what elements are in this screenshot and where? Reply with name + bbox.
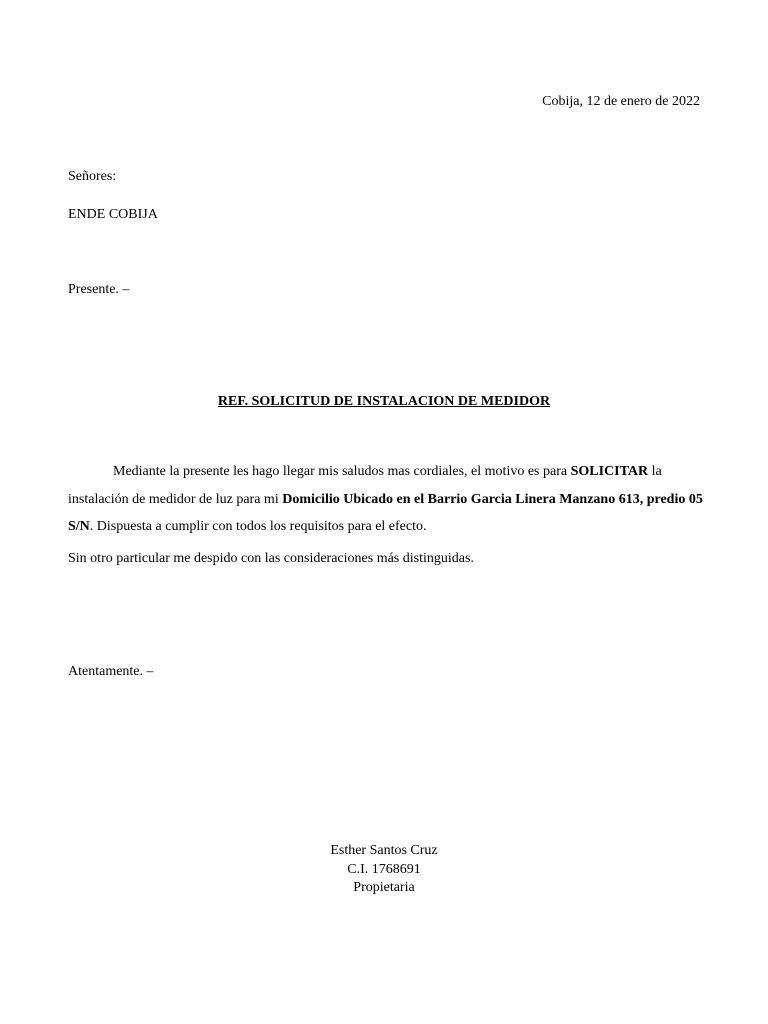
salutation: Señores: xyxy=(68,169,117,184)
body-text-part2: la instalación de medidor de luz para mi xyxy=(68,464,662,507)
signature-block xyxy=(0,842,768,898)
signatory-role: Propietaria xyxy=(353,880,415,895)
addressee: ENDE COBIJA xyxy=(68,207,158,222)
presente-line: Presente. – xyxy=(68,282,130,297)
body-text-part3: . Dispuesta a cumplir con todos los requisitos para el efecto. xyxy=(89,519,427,534)
signatory-ci: C.I. 1768691 xyxy=(347,861,421,877)
atentamente-line: Atentamente. – xyxy=(68,664,154,679)
body-paragraph xyxy=(68,458,708,541)
date-line: Cobija, 12 de enero de 2022 xyxy=(542,94,700,109)
body-bold-solicitar: SOLICITAR xyxy=(570,464,649,479)
reference-heading xyxy=(0,393,768,411)
body-bold-domicilio: Domicilio Ubicado en el Barrio Garcia Linera Manzano 613, predio 05 S/N xyxy=(68,491,703,534)
signatory-name: Esther Santos Cruz xyxy=(330,843,438,858)
body-text-part1: Mediante la presente les hago llegar mis saludos mas cordiales, el motivo es para xyxy=(113,464,571,479)
reference-text: REF. SOLICITUD DE INSTALACION DE MEDIDOR xyxy=(217,394,551,409)
closing-paragraph: Sin otro particular me despido con las consideraciones más distinguidas. xyxy=(68,551,474,566)
